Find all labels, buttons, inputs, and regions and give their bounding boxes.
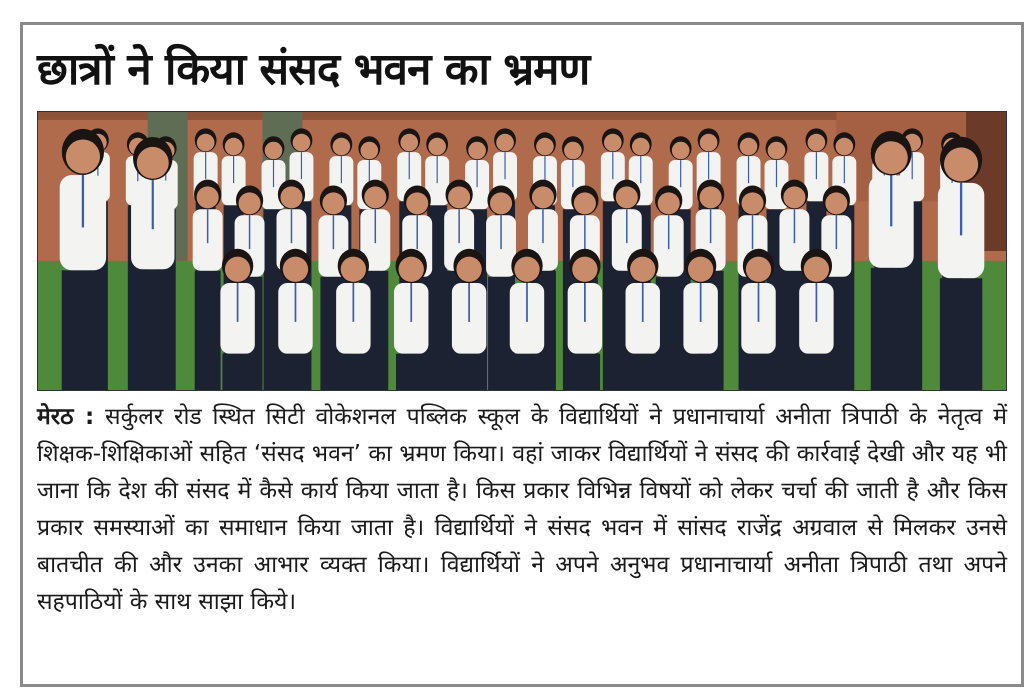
group-photo-image <box>38 112 1006 390</box>
person-front-row <box>278 249 312 390</box>
headline: छात्रों ने किया संसद भवन का भ्रमण <box>37 44 590 95</box>
person-front-row <box>452 249 486 390</box>
article-text: सर्कुलर रोड स्थित सिटी वोकेशनल पब्लिक स्कूल के विद्यार्थियों ने प्रधानाचार्या अनीता त्रिपाठी के नेतृत्व में शिक्षक-शिक्षिकाओं सहित ‘संसद भवन’ का भ्रमण किया। वहां जाकर विद्यार्थियों ने संसद की कार्रवाई देखी और यह भी जाना कि देश की संसद में कैसे कार्य किया जाता है। किस प्रकार विभिन्न विषयों को लेकर चर्चा की जाती है और किस प्रकार समस्याओं का समाधान किया जाता है। विद्यार्थियों ने संसद भवन में सांसद राजेंद्र अग्रवाल से मिलकर उनसे बातचीत की और उनका आभार व्यक्त किया। विद्यार्थियों ने अपने अनुभव प्रधानाचार्या अनीता त्रिपाठी तथा अपने सहपाठियों के साथ साझा किये। <box>37 404 1008 615</box>
person-front-row <box>220 249 254 390</box>
person-front-row <box>741 249 775 390</box>
group-photo <box>37 111 1007 391</box>
person-front-row <box>799 249 833 390</box>
dateline: मेरठ : <box>37 404 95 430</box>
person-middle-row <box>193 180 223 390</box>
person-front-row <box>336 249 370 390</box>
person-front-row <box>568 249 602 390</box>
person-front-row <box>510 249 544 390</box>
article-body <box>37 399 1007 621</box>
person-front-row <box>683 249 717 390</box>
person-front-row <box>626 249 660 390</box>
person-front-row <box>394 249 428 390</box>
news-clipping <box>20 22 1024 687</box>
